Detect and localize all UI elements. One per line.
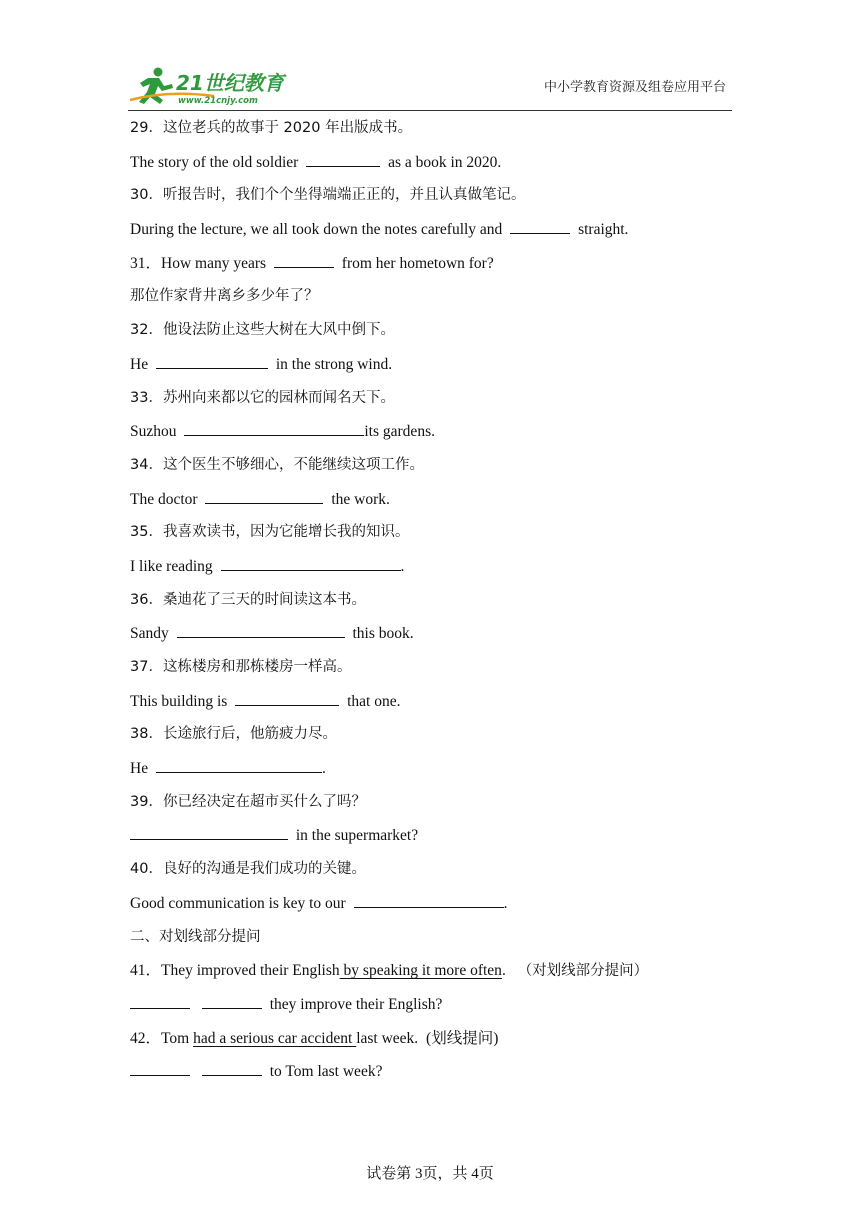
q34-blank[interactable]	[205, 502, 323, 504]
logo-21cnjy	[128, 64, 298, 108]
q39-text-post: in the supermarket?	[295, 827, 419, 845]
q30-english	[130, 213, 730, 247]
q31-chinese: 那位作家背井离乡多少年了？	[130, 288, 319, 305]
q30-text-post: straight.	[578, 221, 629, 239]
q37-english	[130, 685, 730, 719]
q42-blank-2[interactable]	[202, 1074, 262, 1076]
q35-blank[interactable]	[221, 569, 401, 571]
q41-blank-1[interactable]	[130, 1007, 190, 1009]
q40-text-pre: Good communication is key to our	[130, 894, 346, 912]
q38-text-pre: He	[130, 760, 149, 778]
q42-answer	[130, 1055, 730, 1089]
q35-chinese: 35．我喜欢读书，因为它能增长我的知识。	[130, 524, 410, 541]
q32-english	[130, 348, 730, 382]
q29-text-pre: The story of the old soldier	[130, 153, 299, 171]
q34-chinese: 34．这个医生不够细心，不能继续这项工作。	[130, 456, 424, 473]
q35-text-post: .	[400, 557, 405, 575]
q41-note: （对划线部分提问）	[517, 963, 649, 980]
q39-chinese: 39．你已经决定在超市买什么了吗？	[130, 793, 366, 810]
q29-text-post: as a book in 2020.	[388, 153, 502, 171]
logo-text: 21世纪教育	[176, 71, 284, 95]
page-header	[128, 64, 732, 111]
q40-english	[130, 887, 730, 921]
q38-blank[interactable]	[156, 771, 322, 773]
q36-chinese: 36．桑迪花了三天的时间读这本书。	[130, 591, 366, 608]
q41-answer-text: they improve their English?	[269, 995, 443, 1013]
q34-english	[130, 483, 730, 517]
q42-note: (划线提问)	[426, 1029, 499, 1047]
q37-chinese: 37．这栋楼房和那栋楼房一样高。	[130, 659, 352, 675]
q38-english	[130, 752, 730, 786]
logo-url: www.21cnjy.com	[178, 96, 258, 106]
q35-english	[130, 550, 730, 584]
q41-question	[130, 954, 730, 988]
q32-text-pre: He	[130, 355, 149, 373]
q42-answer-text: to Tom last week?	[269, 1063, 383, 1081]
q35-text-pre: I like reading	[130, 557, 213, 575]
q34-text-post: the work.	[331, 490, 390, 508]
q37-text-post: that one.	[347, 692, 401, 710]
q41-text-pre: 41．They improved their English	[130, 962, 340, 980]
q41-answer	[130, 988, 730, 1022]
q36-english	[130, 617, 730, 651]
q32-text-post: in the strong wind.	[275, 355, 393, 373]
q30-text-pre: During the lecture, we all took down the notes carefully and	[130, 221, 503, 239]
q29-chinese: 29．这位老兵的故事于 2020 年出版成书。	[130, 120, 413, 136]
q30-chinese: 30．听报告时，我们个个坐得端端正正的，并且认真做笔记。	[130, 187, 526, 204]
q31-text-post: from her hometown for?	[341, 254, 494, 272]
q41-underlined-part: by speaking it more often	[339, 962, 502, 980]
q36-blank[interactable]	[177, 636, 345, 638]
q40-blank[interactable]	[354, 906, 504, 908]
q32-chinese: 32．他设法防止这些大树在大风中倒下。	[130, 322, 395, 339]
q37-blank[interactable]	[235, 704, 339, 706]
q42-blank-1[interactable]	[130, 1074, 190, 1076]
question-list	[130, 112, 730, 1089]
q29-english	[130, 146, 730, 180]
q41-blank-2[interactable]	[202, 1007, 262, 1009]
q33-chinese: 33．苏州向来都以它的园林而闻名天下。	[130, 389, 395, 406]
page-footer: 试卷第 3页，共 4页	[366, 1166, 494, 1182]
q39-blank[interactable]	[130, 838, 288, 840]
q31-english	[130, 247, 730, 281]
q30-blank[interactable]	[510, 232, 570, 234]
header-platform-text: 中小学教育资源及组卷应用平台	[543, 80, 726, 95]
q37-text-pre: This building is	[130, 692, 228, 710]
q33-english	[130, 415, 730, 449]
q34-text-pre: The doctor	[130, 490, 198, 508]
q33-text-post: its gardens.	[364, 423, 435, 441]
q33-blank[interactable]	[184, 434, 364, 436]
q38-chinese: 38．长途旅行后，他筋疲力尽。	[130, 726, 337, 743]
q42-text-post: last week.	[356, 1029, 419, 1047]
q38-text-post: .	[321, 760, 326, 778]
q41-text-post: .	[501, 962, 506, 980]
q32-blank[interactable]	[156, 367, 268, 369]
q36-text-post: this book.	[352, 625, 414, 643]
q42-underlined-part: had a serious car accident	[193, 1029, 357, 1047]
q31-text-pre: 31．How many years	[130, 254, 267, 272]
q40-chinese: 40．良好的沟通是我们成功的关键。	[130, 861, 366, 878]
q42-question	[130, 1022, 730, 1056]
q31-blank[interactable]	[274, 266, 334, 268]
q36-text-pre: Sandy	[130, 625, 169, 643]
q40-text-post: .	[503, 894, 508, 912]
q29-blank[interactable]	[306, 165, 380, 167]
q39-english	[130, 819, 730, 853]
q33-text-pre: Suzhou	[130, 423, 177, 441]
q42-text-pre: 42．Tom	[130, 1029, 194, 1047]
section-2-title: 二、对划线部分提问	[130, 928, 261, 945]
